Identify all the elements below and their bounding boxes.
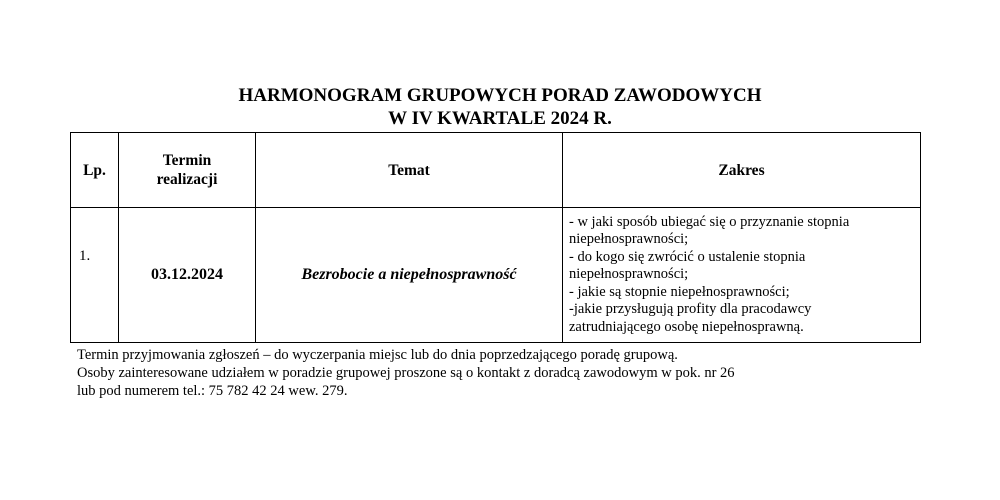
- footnote-phone: lub pod numerem tel.: 75 782 42 24 wew. 279.: [77, 383, 348, 399]
- footnotes: [77, 346, 735, 400]
- cell-lp: [71, 208, 119, 343]
- cell-temat: Bezrobocie a niepełnosprawność: [256, 208, 563, 343]
- header-termin-line-1: Termin: [162, 152, 212, 169]
- footnote-deadline: Termin przyjmowania zgłoszeń – do wyczerpania miejsc lub do dnia poprzedzającego poradę grupową.: [77, 347, 678, 363]
- cell-termin: 03.12.2024: [119, 208, 256, 343]
- header-temat: Temat: [256, 133, 563, 208]
- header-termin-line-2: realizacji: [156, 171, 218, 188]
- header-zakres: Zakres: [563, 133, 921, 208]
- zakres-line: - w jaki sposób ubiegać się o przyznanie stopnia: [569, 213, 850, 230]
- table-header-row: [71, 133, 921, 208]
- page-title-line-2: W IV KWARTALE 2024 R.: [388, 108, 612, 129]
- footnote-contact: Osoby zainteresowane udziałem w poradzie grupowej proszone są o kontakt z doradcą zawodowym w pok. nr 26: [77, 365, 735, 381]
- page-title-line-1: HARMONOGRAM GRUPOWYCH PORAD ZAWODOWYCH: [238, 85, 762, 106]
- zakres-line: niepełnosprawności;: [569, 266, 689, 283]
- table-row: [71, 208, 921, 343]
- zakres-line: -jakie przysługują profity dla pracodawcy: [569, 301, 812, 318]
- row-number: 1.: [79, 248, 91, 264]
- schedule-table: [70, 132, 921, 343]
- zakres-line: zatrudniającego osobę niepełnosprawną.: [569, 318, 804, 335]
- cell-zakres: [563, 208, 921, 343]
- page-title: [0, 84, 1000, 130]
- header-termin: [119, 133, 256, 208]
- zakres-line: - do kogo się zwrócić o ustalenie stopnia: [569, 248, 806, 265]
- zakres-line: niepełnosprawności;: [569, 231, 689, 248]
- header-lp: Lp.: [71, 133, 119, 208]
- zakres-line: - jakie są stopnie niepełnosprawności;: [569, 283, 790, 300]
